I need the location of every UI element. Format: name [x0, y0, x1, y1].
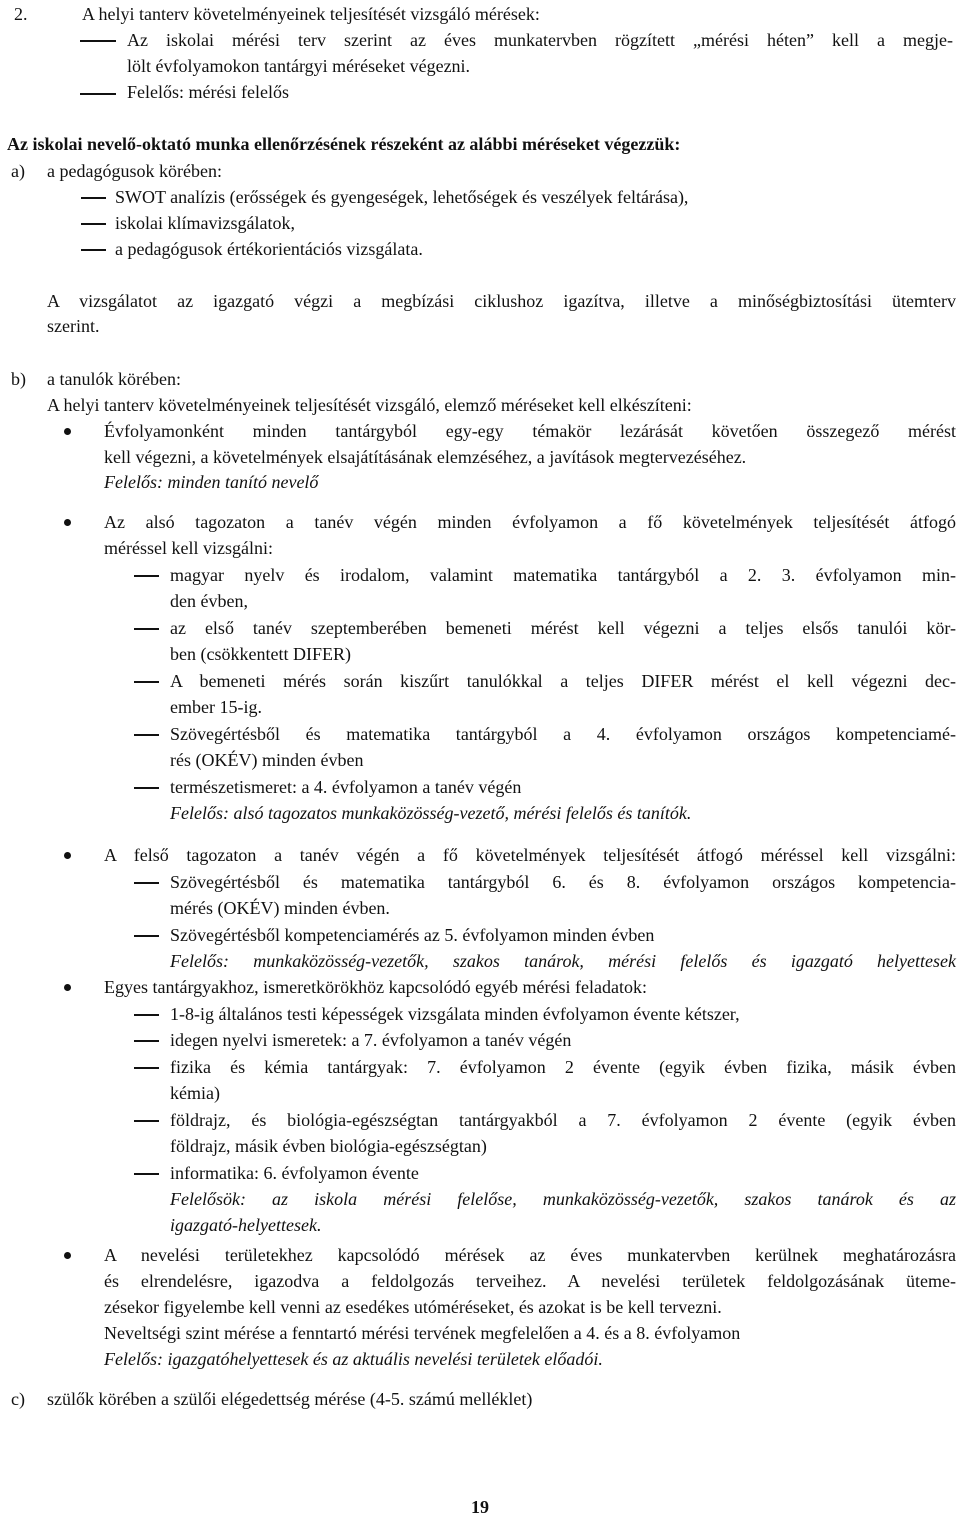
- paragraph-line: A helyi tanterv követelményeinek teljesítését vizsgáló, elemző méréseket kell elkészíteni:: [47, 395, 692, 415]
- list-item-text: iskolai klímavizsgálatok,: [115, 213, 295, 233]
- list-item-text: 1-8-ig általános testi képességek vizsgálata minden évfolyamon évente kétszer,: [170, 1004, 740, 1024]
- list-item-text: A bemeneti mérés során kiszűrt tanulókkal a teljes DIFER mérést el kell végezni dec-: [170, 671, 956, 691]
- bullet-marker: [64, 1252, 71, 1259]
- bullet-marker: [64, 519, 71, 526]
- list-marker-a: a): [11, 161, 25, 181]
- dash-marker: [134, 1067, 159, 1069]
- list-item-text: idegen nyelvi ismeretek: a 7. évfolyamon a tanév végén: [170, 1030, 572, 1050]
- list-item-text: földrajz, és biológia-egészségtan tantárgyakból a 7. évfolyamon 2 évente (egyik évben: [170, 1110, 956, 1130]
- responsible-note: Felelős: alsó tagozatos munkaközösség-vezető, mérési felelős és tanítók.: [170, 803, 692, 823]
- paragraph-line: Egyes tantárgyakhoz, ismeretkörökhöz kapcsolódó egyéb mérési feladatok:: [104, 977, 647, 997]
- group-label: a tanulók körében:: [47, 369, 181, 389]
- list-item-text: fizika és kémia tantárgyak: 7. évfolyamon 2 évente (egyik évben fizika, másik évben: [170, 1057, 956, 1077]
- paragraph-line: méréssel kell vizsgálni:: [104, 538, 273, 558]
- dash-marker: [80, 40, 116, 42]
- responsible-note: Felelős: munkaközösség-vezetők, szakos tanárok, mérési felelős és igazgató helyettesek: [170, 951, 956, 971]
- dash-marker: [80, 93, 116, 95]
- list-item-text: az első tanév szeptemberében bemeneti mérést kell végezni a teljes elsős tanulói kör-: [170, 618, 956, 638]
- list-item-text: természetismeret: a 4. évfolyamon a tanév végén: [170, 777, 522, 797]
- responsible-note: Felelősök: az iskola mérési felelőse, munkaközösség-vezetők, szakos tanárok és az: [170, 1189, 956, 1209]
- paragraph-line: kell végezni, a követelmények elsajátításának elemzéséhez, a javítások megtervezéséhez.: [104, 447, 747, 467]
- dash-marker: [134, 734, 159, 736]
- dash-marker: [134, 882, 159, 884]
- responsible-note: Felelős: minden tanító nevelő: [104, 472, 319, 492]
- list-item-text: lölt évfolyamokon tantárgyi méréseket végezni.: [127, 56, 471, 76]
- dash-marker: [134, 1120, 159, 1122]
- paragraph-line: A felső tagozaton a tanév végén a fő követelmények teljesítését átfogó méréssel kell vizsgálni:: [104, 845, 956, 865]
- dash-marker: [134, 628, 159, 630]
- list-item-text: Az iskolai mérési terv szerint az éves munkatervben rögzített „mérési héten” kell a megje-: [127, 30, 953, 50]
- list-item-text: mérés (OKÉV) minden évben.: [170, 898, 390, 918]
- paragraph-line: Évfolyamonként minden tantárgyból egy-egy témakör lezárását követően összegező mérést: [104, 421, 956, 441]
- list-item-text: a pedagógusok értékorientációs vizsgálata.: [115, 239, 423, 259]
- bullet-marker: [64, 852, 71, 859]
- paragraph-line: szerint.: [47, 316, 100, 336]
- list-item-text: SWOT analízis (erősségek és gyengeségek, lehetőségek és veszélyek feltárása),: [115, 187, 689, 207]
- paragraph-line: Neveltségi szint mérése a fenntartó mérési tervének megfelelően a 4. és a 8. évfolyamon: [104, 1323, 741, 1343]
- paragraph-line: A vizsgálatot az igazgató végzi a megbízási ciklushoz igazítva, illetve a minőségbiztosítási ütemterv: [47, 291, 956, 311]
- dash-marker: [81, 223, 106, 225]
- list-item-text: Szövegértésből és matematika tantárgyból 6. és 8. évfolyamon országos kompetencia-: [170, 872, 956, 892]
- list-item-text: den évben,: [170, 591, 248, 611]
- list-item-text: földrajz, másik évben biológia-egészségtan): [170, 1136, 487, 1156]
- paragraph-line: és elrendelésre, igazodva a feldolgozás terveihez. A nevelési területek feldolgozásának üteme-: [104, 1271, 956, 1291]
- list-item-text: rés (OKÉV) minden évben: [170, 750, 364, 770]
- dash-marker: [81, 249, 106, 251]
- group-label: szülők körében a szülői elégedettség mérése (4-5. számú melléklet): [47, 1389, 533, 1409]
- section-heading: A helyi tanterv követelményeinek teljesítését vizsgáló mérések:: [82, 4, 540, 24]
- list-item-text: kémia): [170, 1083, 220, 1103]
- dash-marker: [134, 935, 159, 937]
- list-item-text: ember 15-ig.: [170, 697, 262, 717]
- group-label: a pedagógusok körében:: [47, 161, 222, 181]
- list-item-text: Szövegértésből és matematika tantárgyból a 4. évfolyamon országos kompetenciamé-: [170, 724, 956, 744]
- paragraph-line: zésekor figyelembe kell venni az esedékes utóméréseket, és azokat is be kell tervezni.: [104, 1297, 722, 1317]
- dash-marker: [81, 197, 106, 199]
- responsible-note: igazgató-helyettesek.: [170, 1215, 322, 1235]
- responsible-note: Felelős: igazgatóhelyettesek és az aktuális nevelési területek előadói.: [104, 1349, 603, 1369]
- list-item-text: magyar nyelv és irodalom, valamint matematika tantárgyból a 2. 3. évfolyamon min-: [170, 565, 956, 585]
- list-item-text: informatika: 6. évfolyamon évente: [170, 1163, 419, 1183]
- paragraph-line: Az alsó tagozaton a tanév végén minden évfolyamon a fő követelmények teljesítését átfogó: [104, 512, 956, 532]
- list-marker-c: c): [11, 1389, 25, 1409]
- dash-marker: [134, 787, 159, 789]
- bullet-marker: [64, 428, 71, 435]
- dash-marker: [134, 1173, 159, 1175]
- dash-marker: [134, 575, 159, 577]
- paragraph-line: A nevelési területekhez kapcsolódó mérések az éves munkatervben kerülnek meghatározásra: [104, 1245, 956, 1265]
- section-number: 2.: [14, 4, 28, 24]
- list-item-text: Felelős: mérési felelős: [127, 82, 289, 102]
- list-marker-b: b): [11, 369, 26, 389]
- intro-heading: Az iskolai nevelő-oktató munka ellenőrzésének részeként az alábbi méréseket végezzük:: [7, 134, 681, 154]
- page-number: 19: [471, 1497, 489, 1517]
- dash-marker: [134, 681, 159, 683]
- bullet-marker: [64, 984, 71, 991]
- list-item-text: ben (csökkentett DIFER): [170, 644, 351, 664]
- list-item-text: Szövegértésből kompetenciamérés az 5. évfolyamon minden évben: [170, 925, 655, 945]
- dash-marker: [134, 1014, 159, 1016]
- dash-marker: [134, 1040, 159, 1042]
